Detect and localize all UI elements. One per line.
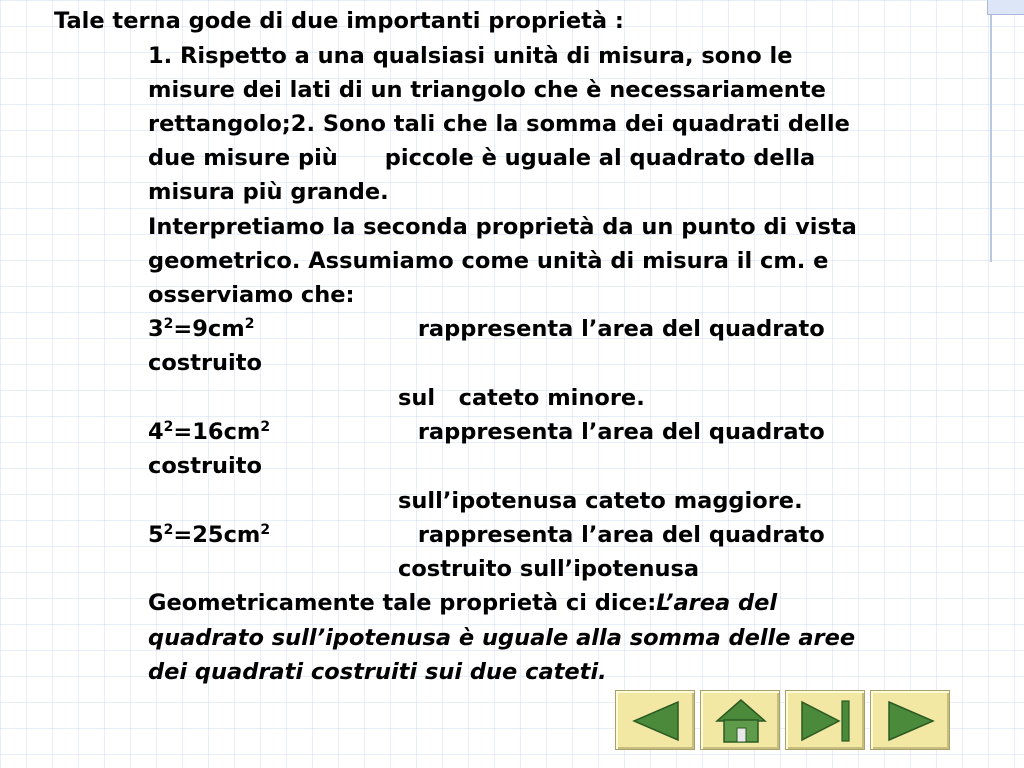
text-line: 1. Rispetto a una qualsiasi unità di misura, sono le: [148, 43, 793, 69]
text-line: geometrico. Assumiamo come unità di misura il cm. e: [148, 248, 829, 274]
text-line: due misure più piccole è uguale al quadrato della: [148, 145, 816, 171]
formula-row: [148, 312, 1008, 346]
formula-description: rappresenta l’area del quadrato: [410, 522, 825, 548]
home-icon: [701, 691, 781, 751]
formula-wrap: costruito: [148, 453, 262, 479]
conclusion-italic: dei quadrati costruiti sui due cateti.: [148, 659, 607, 685]
formula-row: [148, 415, 1008, 449]
last-slide-button[interactable]: [785, 690, 865, 750]
home-button[interactable]: [700, 690, 780, 750]
conclusion-italic: L’area del: [656, 590, 778, 616]
conclusion-line: [148, 586, 777, 620]
text-line: misura più grande.: [148, 179, 389, 205]
formula: $4^2=16cm^2$: [148, 419, 271, 445]
conclusion-prefix: Geometricamente tale proprietà ci dice:: [148, 590, 657, 616]
formula: $5^2=25cm^2$: [148, 522, 271, 548]
text-line: osserviamo che:: [148, 282, 355, 308]
next-triangle-icon: [871, 691, 951, 751]
previous-triangle-icon: [616, 691, 696, 751]
formula-continuation: sull’ipotenusa cateto maggiore.: [398, 488, 803, 514]
next-slide-button[interactable]: [870, 690, 950, 750]
previous-slide-button[interactable]: [615, 690, 695, 750]
formula-wrap: costruito: [148, 350, 262, 376]
formula: $3^2=9cm^2$: [148, 316, 255, 342]
formula-continuation: sul cateto minore.: [398, 385, 645, 411]
formula-continuation: costruito sull’ipotenusa: [398, 556, 700, 582]
conclusion-italic: quadrato sull’ipotenusa è uguale alla somma delle aree: [148, 625, 856, 651]
text-line: misure dei lati di un triangolo che è necessariamente: [148, 77, 826, 103]
corner-decoration: [987, 0, 1024, 15]
last-slide-icon: [786, 691, 866, 751]
text-line: rettangolo;2. Sono tali che la somma dei quadrati delle: [148, 111, 850, 137]
slide-title: Tale terna gode di due importanti proprietà :: [54, 8, 624, 34]
formula-description: rappresenta l’area del quadrato: [410, 419, 825, 445]
formula-description: rappresenta l’area del quadrato: [410, 316, 825, 342]
formula-row: [148, 518, 1008, 552]
text-line: Interpretiamo la seconda proprietà da un punto di vista: [148, 214, 857, 240]
